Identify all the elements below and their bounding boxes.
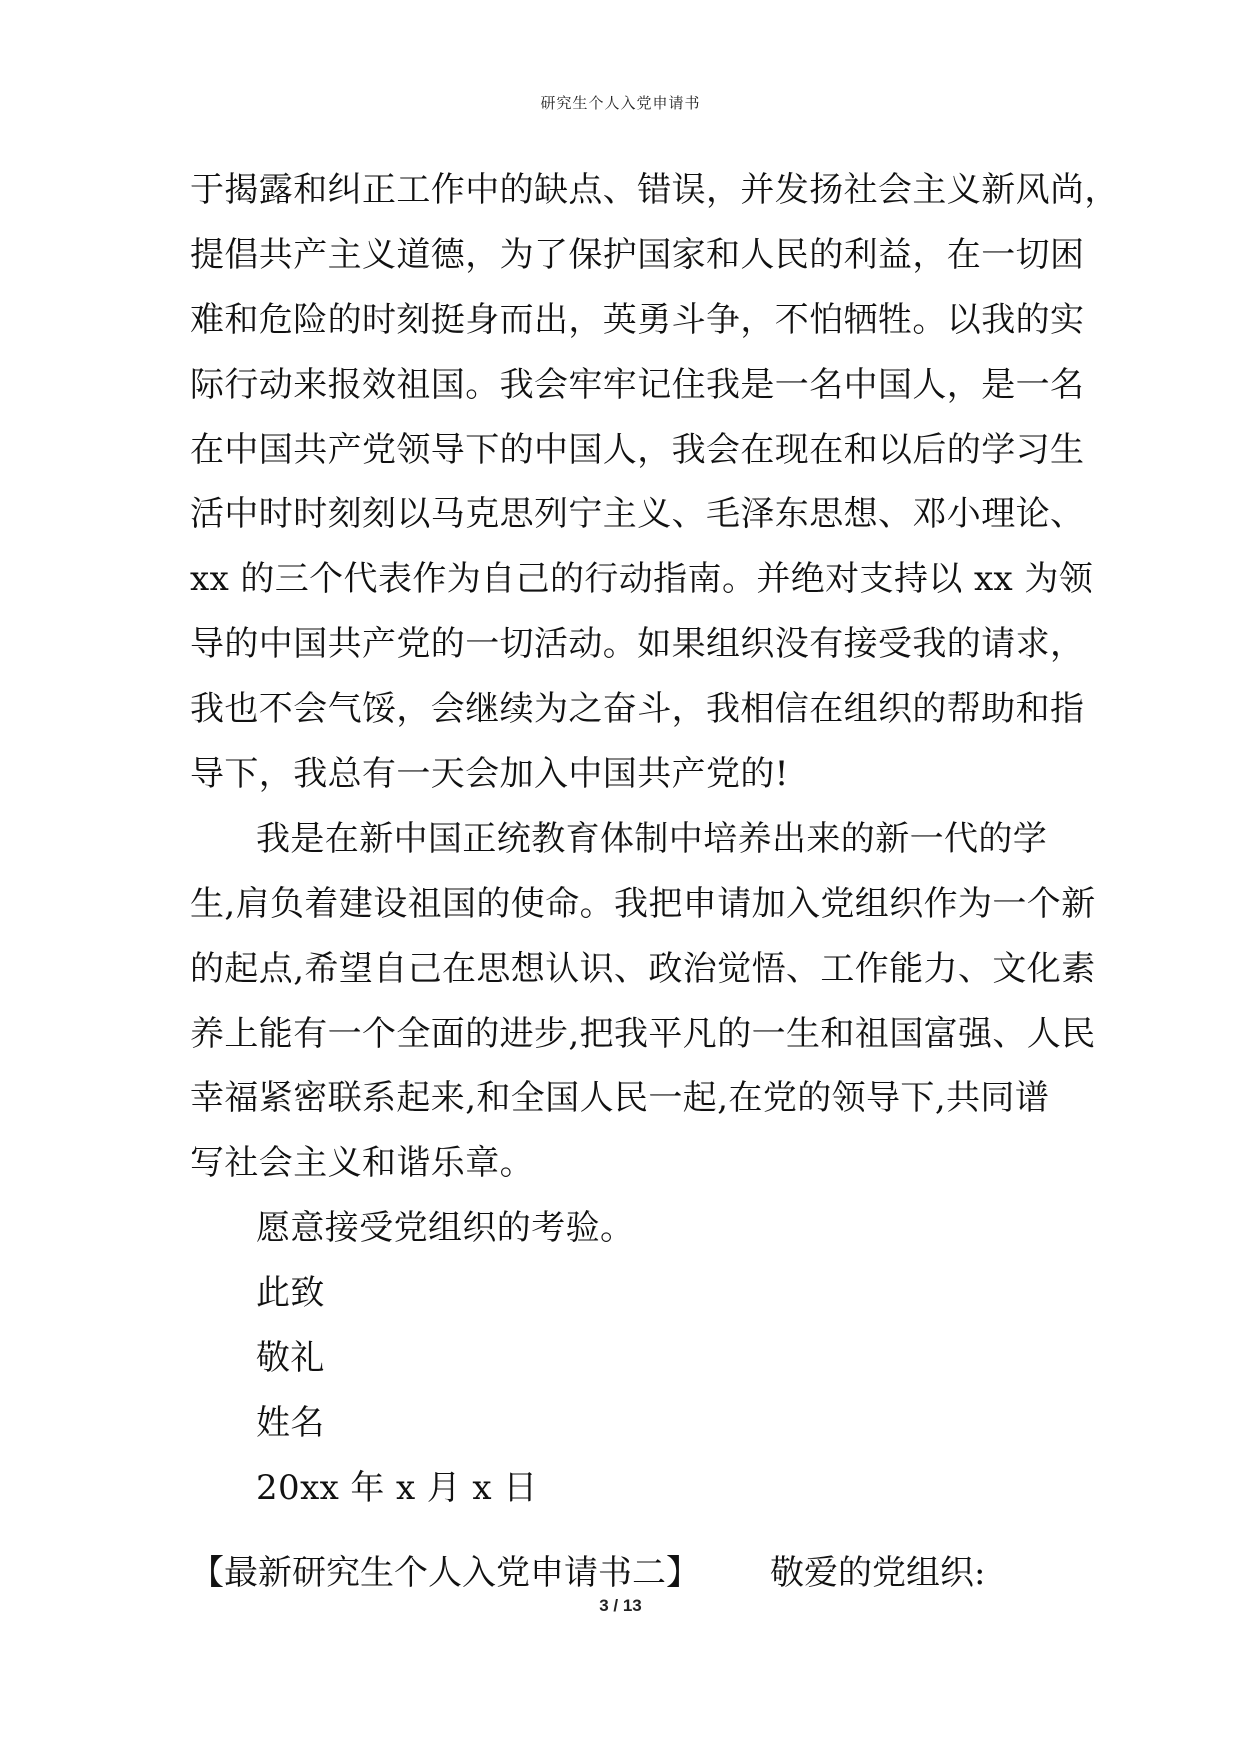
body-line: 生,肩负着建设祖国的使命。我把申请加入党组织作为一个新 (190, 883, 1096, 924)
salutation-jingli: 敬礼 (256, 1338, 325, 1379)
body-line: 的起点,希望自己在思想认识、政治觉悟、工作能力、文化素 (190, 948, 1096, 989)
body-line: 我也不会气馁，会继续为之奋斗，我相信在组织的帮助和指 (190, 689, 1085, 730)
body-line: 难和危险的时刻挺身而出，英勇斗争，不怕牺牲。以我的实 (190, 299, 1085, 340)
body-line: 际行动来报效祖国。我会牢牢记住我是一名中国人，是一名 (190, 364, 1085, 405)
signature-name: 姓名 (256, 1402, 325, 1443)
body-line: 幸福紧密联系起来,和全国人民一起,在党的领导下,共同谱 (190, 1078, 1050, 1119)
body-line: 于揭露和纠正工作中的缺点、错误，并发扬社会主义新风尚， (190, 170, 1119, 210)
signature-date: 20xx 年 x 月 x 日 (256, 1467, 538, 1508)
body-line: xx 的三个代表作为自己的行动指南。并绝对支持以 xx 为领 (190, 559, 1094, 600)
paragraph-first-line: 我是在新中国正统教育体制中培养出来的新一代的学 (256, 818, 1048, 859)
document-body (190, 158, 1119, 1521)
body-line: 提倡共产主义道德，为了保护国家和人民的利益，在一切困 (190, 234, 1085, 275)
closing-statement: 愿意接受党组织的考验。 (256, 1208, 635, 1249)
running-header: 研究生个人入党申请书 (540, 94, 701, 112)
section-greeting: 敬爱的党组织: (770, 1553, 986, 1593)
body-line: 活中时时刻刻以马克思列宁主义、毛泽东思想、邓小理论、 (190, 494, 1085, 535)
section-title: 【最新研究生个人入党申请书二】 (190, 1553, 700, 1593)
body-line: 导的中国共产党的一切活动。如果组织没有接受我的请求， (190, 624, 1085, 665)
body-line: 导下，我总有一天会加入中国共产党的! (190, 754, 789, 795)
salutation-cizhi: 此致 (256, 1273, 325, 1314)
page-number: 3 / 13 (599, 1596, 642, 1615)
body-line: 在中国共产党领导下的中国人，我会在现在和以后的学习生 (190, 429, 1085, 470)
body-line: 写社会主义和谐乐章。 (190, 1143, 534, 1184)
body-line: 养上能有一个全面的进步,把我平凡的一生和祖国富强、人民 (190, 1013, 1096, 1054)
